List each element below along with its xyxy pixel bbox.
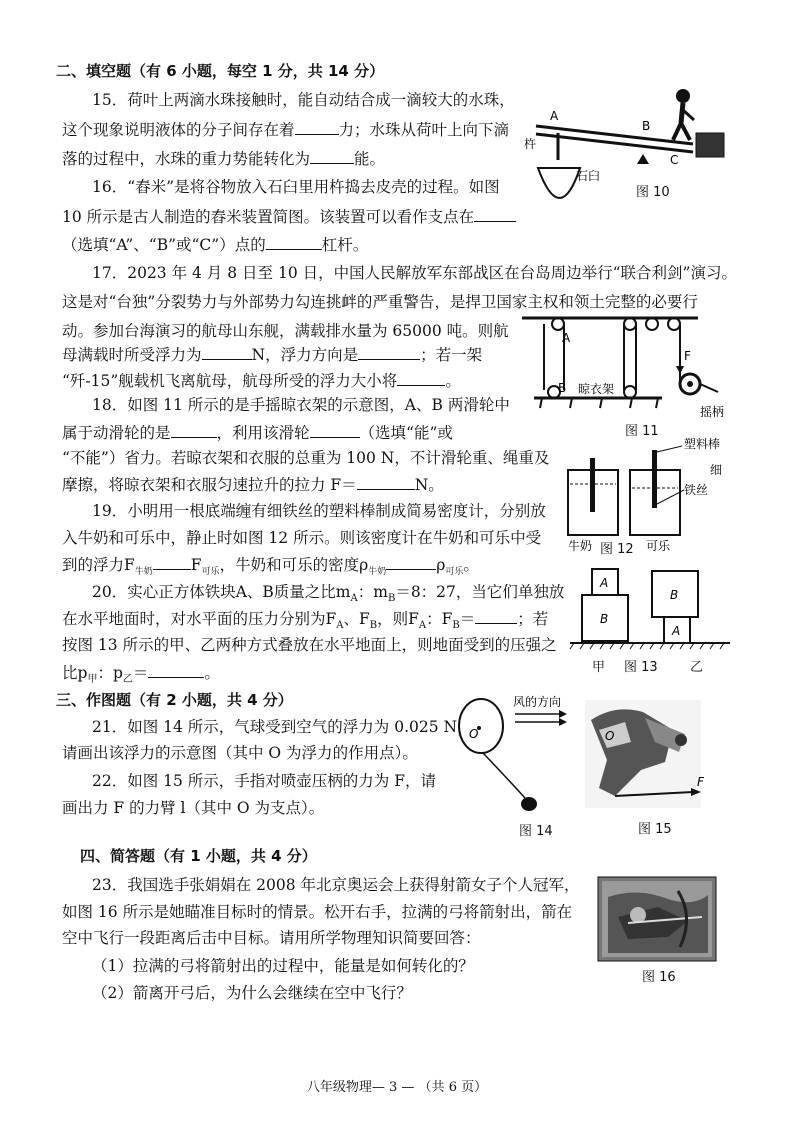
q17-blank3[interactable] bbox=[397, 369, 445, 386]
fig14-label-wind: 风的方向 bbox=[513, 695, 562, 709]
fig10-label-b: B bbox=[642, 119, 651, 133]
q19-blank2[interactable] bbox=[386, 553, 436, 570]
q20-line3: 按图 13 所示的甲、乙两种方式叠放在水平地面上，则地面受到的压强之 bbox=[62, 636, 557, 654]
fig11-label-a: A bbox=[562, 331, 571, 345]
fig12-diagram bbox=[560, 437, 730, 553]
q22-line1: 22．如图 15 所示，手指对喷壶压柄的力为 F，请 bbox=[92, 772, 436, 790]
fig15-label-o: O bbox=[605, 729, 615, 743]
fig13-label-b1: B bbox=[600, 612, 609, 626]
fig13-label-b2: B bbox=[670, 588, 679, 602]
fig13-label-a1: A bbox=[600, 576, 609, 590]
q21-line1: 21．如图 14 所示，气球受到空气的浮力为 0.025 N， bbox=[92, 718, 473, 736]
fig10-caption: 图 10 bbox=[636, 185, 670, 200]
fig13-label-yi: 乙 bbox=[690, 660, 704, 675]
fig12-label-milk: 牛奶 bbox=[568, 539, 593, 553]
q17-line2: 这是对“台独”分裂势力与外部势力勾连挑衅的严重警告，是捍卫国家主权和领土完整的必要行 bbox=[62, 293, 698, 311]
fig12-label-fine: 细 bbox=[710, 463, 723, 477]
q15-blank2[interactable] bbox=[310, 147, 354, 164]
q15-blank1[interactable] bbox=[295, 118, 339, 135]
fig11-label-rack: 晾衣架 bbox=[578, 382, 615, 396]
fig11-caption: 图 11 bbox=[625, 424, 659, 439]
fig14-diagram bbox=[455, 696, 575, 816]
q17-blank2[interactable] bbox=[358, 343, 420, 360]
fig12-label-wire: 铁丝 bbox=[684, 483, 709, 497]
q18-line3: “不能”）省力。若晾衣架和衣服的总重为 100 N，不计滑轮重、绳重及 bbox=[62, 449, 550, 467]
fig16-caption: 图 16 bbox=[642, 970, 676, 985]
q19-line3: 到的浮力$F_{牛奶}$ $F_{可乐}$，牛奶和可乐的密度$\rho_{牛奶}$ $\rho_{可乐}$。 bbox=[62, 553, 479, 583]
fig10-label-a: A bbox=[550, 109, 559, 123]
q23-line4: （1）拉满的弓将箭射出的过程中，能量是如何转化的？ bbox=[92, 957, 474, 975]
fig13-caption: 图 13 bbox=[624, 660, 658, 675]
fig16-photo bbox=[598, 877, 716, 961]
q21-line2: 请画出该浮力的示意图（其中 O 为浮力的作用点）。 bbox=[62, 744, 418, 762]
fig15-diagram bbox=[585, 700, 715, 810]
fig12-label-cola: 可乐 bbox=[646, 539, 671, 553]
fig13-diagram bbox=[570, 565, 740, 660]
fig12-caption: 图 12 bbox=[600, 542, 634, 557]
q20-blank1[interactable] bbox=[475, 607, 517, 624]
q23-line1: 23．我国选手张娟娟在 2008 年北京奥运会上获得射箭女子个人冠军， bbox=[92, 876, 580, 894]
q15-line1: 15．荷叶上两滴水珠接触时，能自动结合成一滴较大的水珠， bbox=[92, 91, 515, 109]
fig15-label-f: F bbox=[697, 775, 704, 789]
section2-heading: 二、填空题（有 6 小题，每空 1 分，共 14 分） bbox=[56, 62, 385, 80]
q15-line2: 这个现象说明液体的分子间存在着 力；水珠从荷叶上向下滴 bbox=[62, 118, 509, 141]
q18-line1: 18．如图 11 所示的是手摇晾衣架的示意图，A、B 两滑轮中 bbox=[92, 396, 510, 414]
q19-blank1[interactable] bbox=[153, 553, 191, 570]
q23-line3: 空中飞行一段距离后击中目标。请用所学物理知识简要回答： bbox=[62, 929, 481, 947]
q16-blank1[interactable] bbox=[474, 205, 516, 222]
q18-blank3[interactable] bbox=[357, 473, 415, 490]
q20-line4: 比$p_甲$：$p_乙=$ 。 bbox=[62, 661, 220, 691]
q17-blank1[interactable] bbox=[202, 343, 252, 360]
fig15-caption: 图 15 bbox=[638, 822, 672, 837]
fig13-label-a2: A bbox=[672, 624, 681, 638]
q16-line2: 10 所示是古人制造的舂米装置简图。该装置可以看作支点在 bbox=[62, 205, 516, 228]
q16-line1: 16．“舂米”是将谷物放入石臼里用杵捣去皮壳的过程。如图 bbox=[92, 178, 500, 196]
fig11-label-crank: 摇柄 bbox=[700, 405, 725, 419]
q20-line1: 20．实心正方体铁块A、B质量之比$m_A$：$m_B=8$：27，当它们单独放 bbox=[92, 583, 565, 605]
q16-line3: （选填“A”、“B”或“C”）点的 杠杆。 bbox=[62, 233, 368, 256]
q20-blank2[interactable] bbox=[148, 661, 204, 678]
fig11-diagram bbox=[522, 312, 732, 422]
q22-line2: 画出力 F 的力臂 l（其中 O 为支点）。 bbox=[62, 799, 325, 817]
q19-line1: 19．小明用一根底端缠有细铁丝的塑料棒制成简易密度计，分别放 bbox=[92, 502, 546, 520]
fig11-label-f: F bbox=[684, 349, 691, 363]
fig10-label-mortar: 石臼 bbox=[576, 169, 601, 183]
section4-heading: 四、简答题（有 1 小题，共 4 分） bbox=[80, 847, 317, 865]
q17-line5: “歼-15”舰载机飞离航母，航母所受的浮力大小将 。 bbox=[62, 369, 461, 392]
q17-line1: 17．2023 年 4 月 8 日至 10 日，中国人民解放军东部战区在台岛周边举行“联合利剑”演习。 bbox=[92, 264, 737, 282]
q17-line4: 母满载时所受浮力为 N，浮力方向是 ；若一架 bbox=[62, 343, 482, 366]
q17-line3: 动。参加台海演习的航母山东舰，满载排水量为 65000 吨。则航 bbox=[62, 322, 509, 340]
q19-line2: 入牛奶和可乐中，静止时如图 12 所示。则该密度计在牛奶和可乐中受 bbox=[62, 529, 542, 547]
q20-line2: 在水平地面时，对水平面的压力分别为$F_A$、$F_B$，则$F_A$：$F_B=$ ；若 bbox=[62, 607, 548, 637]
q18-line4: 摩擦，将晾衣架和衣服匀速拉升的拉力 F＝ N。 bbox=[62, 473, 444, 496]
q15-line3: 落的过程中，水珠的重力势能转化为 能。 bbox=[62, 147, 385, 170]
fig13-label-jia: 甲 bbox=[592, 660, 606, 675]
fig14-caption: 图 14 bbox=[519, 824, 553, 839]
page-footer: 八年级物理— 3 — （共 6 页） bbox=[306, 1080, 488, 1095]
q16-blank2[interactable] bbox=[266, 233, 322, 250]
fig11-label-b: B bbox=[558, 381, 567, 395]
q18-blank2[interactable] bbox=[310, 421, 360, 438]
fig10-label-c: C bbox=[670, 153, 679, 167]
fig14-label-o: O bbox=[469, 727, 479, 741]
fig10-diagram bbox=[524, 78, 728, 183]
section3-heading: 三、作图题（有 2 小题，共 4 分） bbox=[56, 691, 293, 709]
fig12-label-rod: 塑料棒 bbox=[684, 437, 721, 451]
q18-blank1[interactable] bbox=[171, 421, 217, 438]
q23-line5: （2）箭离开弓后，为什么会继续在空中飞行？ bbox=[92, 984, 412, 1002]
q18-line2: 属于动滑轮的是 ，利用该滑轮 （选填“能”或 bbox=[62, 421, 453, 444]
q23-line2: 如图 16 所示是她瞄准目标时的情景。松开右手，拉满的弓将箭射出，箭在 bbox=[62, 903, 573, 921]
fig10-label-pestle: 杵 bbox=[524, 137, 537, 151]
